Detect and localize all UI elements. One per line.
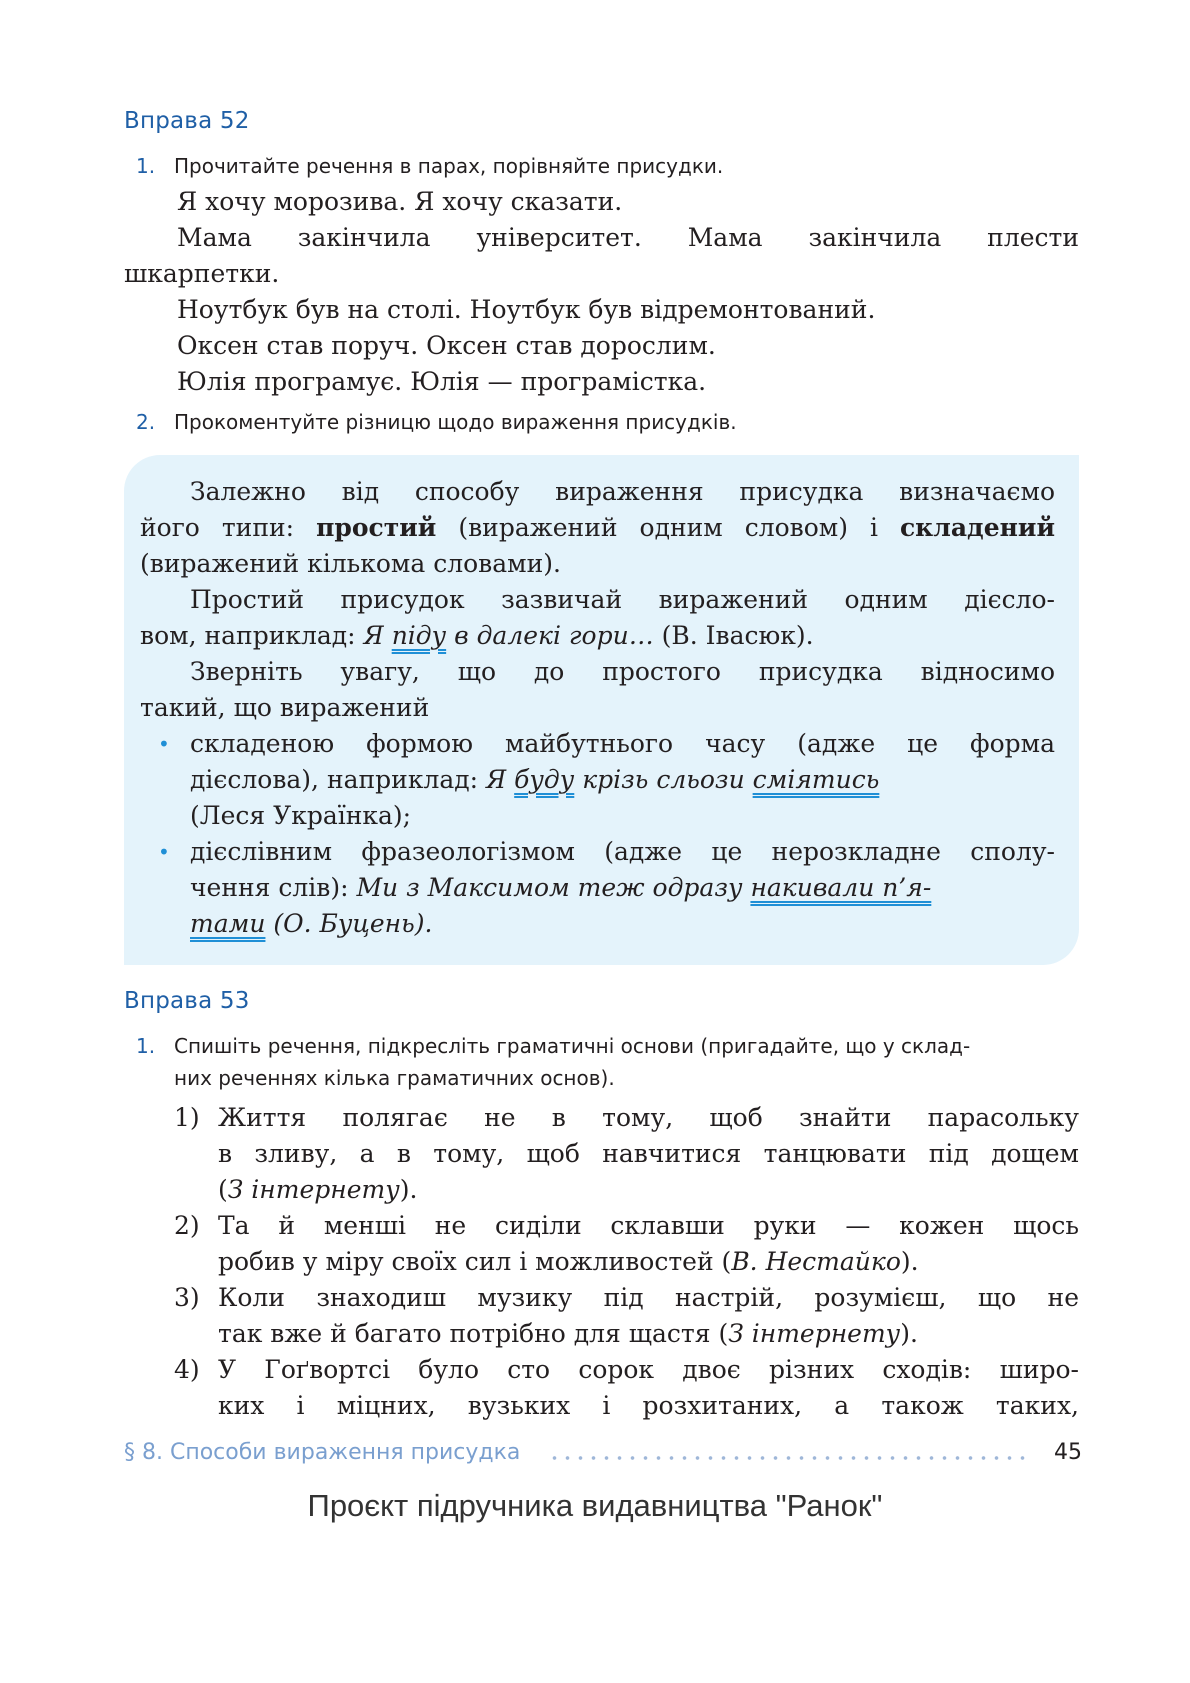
exercise-53-title: Вправа 53 <box>124 988 250 1014</box>
task-text: Спишіть речення, підкресліть граматичні основи (пригадайте, що у склад- <box>174 1034 971 1058</box>
item-line: У Гоґвортсі було сто сорок двоє різних сходів: широ- <box>218 1355 1079 1384</box>
sentence-pair-3: Ноутбук був на столі. Ноутбук був відремонтований. <box>177 295 876 324</box>
task-text: Прокоментуйте різницю щодо вираження присудків. <box>174 410 737 434</box>
sentence-pair-4: Оксен став поруч. Оксен став дорослим. <box>177 331 716 360</box>
item-number: 2) <box>174 1211 200 1240</box>
sentence-pair-2: Мама закінчила університет. Мама закінчила плести <box>177 223 1079 252</box>
term-simple-predicate: простий <box>316 513 437 542</box>
item-text: ( <box>218 1175 228 1204</box>
rule-paragraph-1-line-2 <box>140 510 1055 546</box>
task-number: 2. <box>136 410 156 434</box>
task-text: Прочитайте речення в парах, порівняйте присудки. <box>174 154 724 178</box>
underlined-predicate: тами <box>190 909 266 938</box>
rule-paragraph-2-line-2 <box>140 618 1055 654</box>
underlined-predicate: сміятись <box>752 765 880 794</box>
rule-bullet-2-line-3 <box>190 906 1105 942</box>
source: В. Нестайко <box>731 1247 901 1276</box>
exercise-52-title: Вправа 52 <box>124 108 250 134</box>
item-line: в зливу, а в тому, щоб навчитися танцювати під дощем <box>218 1139 1079 1168</box>
item-line <box>218 1244 1079 1280</box>
bullet-marker: • <box>158 840 170 864</box>
rule-paragraph-1-line-1: Залежно від способу вираження присудка визначаємо <box>190 477 1055 506</box>
rule-paragraph-3-line-2: такий, що виражений <box>140 693 430 722</box>
exercise-53-task-1-continued: них реченнях кілька граматичних основ). <box>174 1066 615 1090</box>
item-line: Коли знаходиш музику під настрій, розумієш, що не <box>218 1283 1079 1312</box>
exercise-52-task-2 <box>136 406 1076 438</box>
footer-section-title: § 8. Способи вираження присудка <box>124 1440 521 1465</box>
item-text: так вже й багато потрібно для щастя ( <box>218 1319 729 1348</box>
rule-text-span: чення слів): <box>190 873 357 902</box>
term-compound-predicate: складений <box>899 513 1056 542</box>
task-number: 1. <box>136 154 156 178</box>
task-number: 1. <box>136 1034 156 1058</box>
example-author: (О. Буцень). <box>265 909 433 938</box>
footer-dotted-leader <box>548 1456 1030 1460</box>
rule-bullet-2-line-1: дієслівним фразеологізмом (адже це нерозкладне сполу- <box>190 837 1055 866</box>
example-text: в далекі гори… <box>446 621 654 650</box>
rule-text-span: дієслова), наприклад: <box>190 765 487 794</box>
example-text: Я <box>486 765 515 794</box>
example-text: крізь сльози <box>574 765 753 794</box>
item-text: ). <box>900 1247 919 1276</box>
exercise-53-task-1 <box>136 1030 1076 1062</box>
rule-text-span: (виражений одним словом) і <box>436 513 900 542</box>
item-text: ). <box>900 1319 918 1348</box>
item-text: робив у міру своїх сил і можливостей ( <box>218 1247 732 1276</box>
rule-bullet-1-line-1: складеною формою майбутнього часу (адже це форма <box>190 729 1055 758</box>
underlined-predicate: накивали п’я- <box>750 873 932 902</box>
rule-text-span: його типи: <box>140 513 317 542</box>
rule-text-span: вом, наприклад: <box>140 621 364 650</box>
item-text: ). <box>399 1175 418 1204</box>
publisher-watermark: Проєкт підручника видавництва "Ранок" <box>307 1488 883 1523</box>
rule-bullet-1-line-3: (Леся Українка); <box>190 801 412 830</box>
bullet-marker: • <box>158 732 170 756</box>
item-line: Та й менші не сиділи склавши руки — кожен щось <box>218 1211 1079 1240</box>
exercise-52-task-1 <box>136 150 1076 182</box>
source: З інтернету <box>728 1319 901 1348</box>
item-number: 1) <box>174 1103 200 1132</box>
rule-paragraph-2-line-1: Простий присудок зазвичай виражений одним дієсло- <box>190 585 1055 614</box>
page-number: 45 <box>1054 1440 1082 1465</box>
item-line: Життя полягає не в тому, щоб знайти парасольку <box>218 1103 1079 1132</box>
sentence-pair-5: Юлія програмує. Юлія — програмістка. <box>177 367 707 396</box>
example-text: Я <box>363 621 392 650</box>
source: З інтернету <box>227 1175 400 1204</box>
item-line: ких і міцних, вузьких і розхитаних, а також таких, <box>218 1391 1079 1420</box>
item-number: 3) <box>174 1283 200 1312</box>
item-line <box>218 1172 1079 1208</box>
rule-bullet-2-line-2 <box>190 870 1055 906</box>
rule-paragraph-3-line-1: Зверніть увагу, що до простого присудка відносимо <box>190 657 1055 686</box>
example-text: Ми з Максимом теж одразу <box>356 873 751 902</box>
sentence-pair-1: Я хочу морозива. Я хочу сказати. <box>177 187 623 216</box>
rule-bullet-1-line-2 <box>190 762 1055 798</box>
sentence-pair-2-continued: шкарпетки. <box>124 259 280 288</box>
rule-paragraph-1-line-3: (виражений кількома словами). <box>140 549 561 578</box>
item-line <box>218 1316 1079 1352</box>
underlined-predicate: буду <box>514 765 575 794</box>
item-number: 4) <box>174 1355 200 1384</box>
underlined-predicate: піду <box>391 621 447 650</box>
example-author: (В. Івасюк). <box>653 621 814 650</box>
